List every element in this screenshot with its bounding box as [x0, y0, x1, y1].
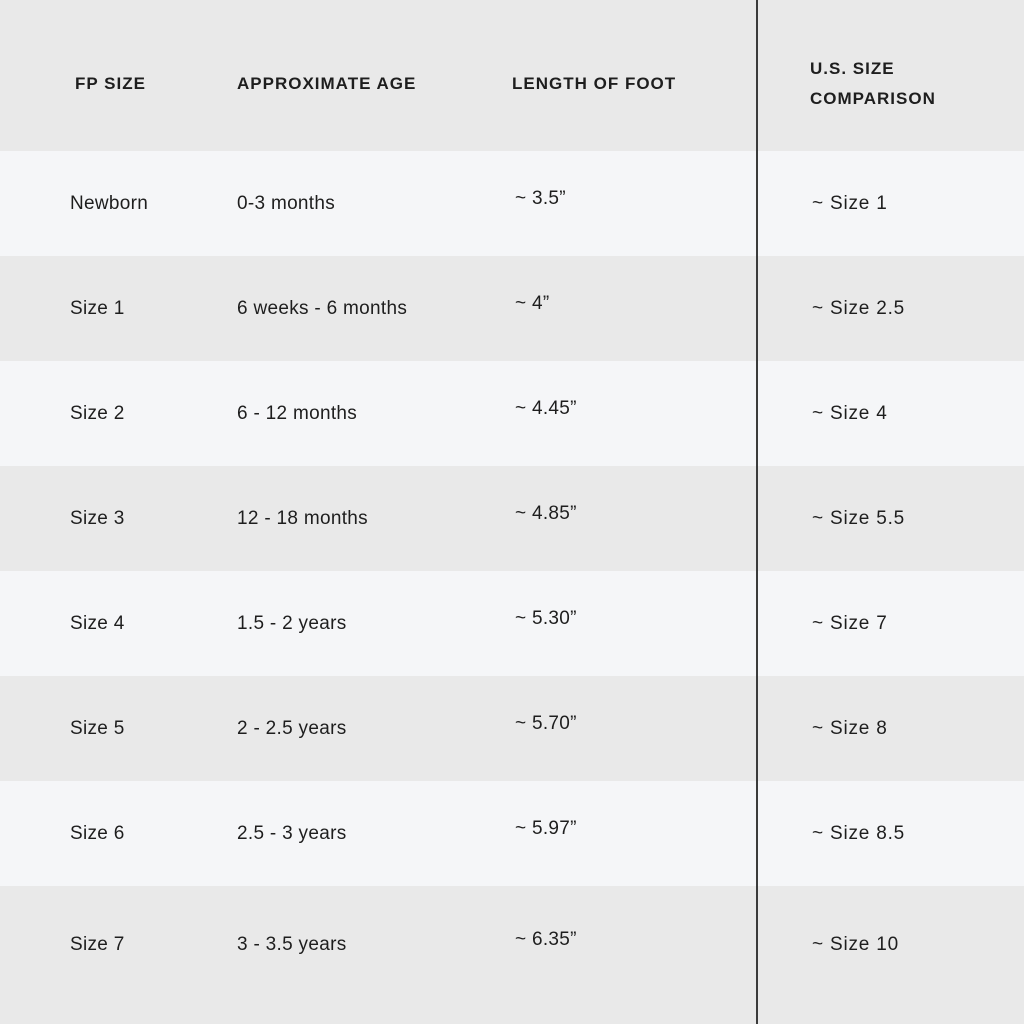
age-value: 6 weeks - 6 months: [237, 297, 408, 319]
fp-size-value: Size 5: [70, 717, 125, 739]
age-value: 2.5 - 3 years: [237, 822, 347, 844]
table-row: [0, 571, 1024, 676]
fp-size-value: Size 3: [70, 507, 125, 529]
us-size-value: ~ Size 10: [812, 934, 899, 955]
foot-length-value: ~ 6.35”: [515, 929, 577, 950]
fp-size-value: Size 6: [70, 822, 125, 844]
us-size-value: ~ Size 2.5: [812, 297, 906, 319]
header-length-of-foot: LENGTH OF FOOT: [512, 74, 677, 93]
table-row: [0, 781, 1024, 886]
foot-length-value: ~ 5.30”: [515, 607, 577, 629]
us-size-value: ~ Size 8.5: [812, 822, 906, 844]
table-row: [0, 256, 1024, 361]
foot-length-value: ~ 5.97”: [515, 817, 577, 839]
foot-length-value: ~ 4”: [515, 292, 550, 314]
fp-size-value: Size 7: [70, 934, 125, 955]
table-row: [0, 676, 1024, 781]
column-divider-line: [756, 0, 758, 1024]
foot-length-value: ~ 4.45”: [515, 397, 577, 419]
header-us-size-comparison: U.S. SIZE COMPARISON: [810, 59, 936, 108]
table-header-row: [0, 0, 1024, 151]
table-row: [0, 151, 1024, 256]
fp-size-value: Size 1: [70, 297, 125, 319]
header-fp-size: FP SIZE: [75, 74, 146, 93]
foot-length-value: ~ 3.5”: [515, 187, 566, 209]
age-value: 1.5 - 2 years: [237, 612, 347, 634]
us-size-value: ~ Size 8: [812, 717, 888, 739]
fp-size-value: Size 4: [70, 612, 125, 634]
header-approximate-age: APPROXIMATE AGE: [237, 74, 417, 93]
age-value: 12 - 18 months: [237, 507, 368, 529]
table-row: [0, 886, 1024, 1024]
us-size-value: ~ Size 5.5: [812, 507, 906, 529]
fp-size-value: Newborn: [70, 192, 149, 214]
us-size-value: ~ Size 4: [812, 402, 888, 424]
foot-length-value: ~ 4.85”: [515, 502, 577, 524]
us-size-value: ~ Size 1: [812, 192, 888, 214]
us-size-value: ~ Size 7: [812, 612, 888, 634]
age-value: 2 - 2.5 years: [237, 717, 347, 739]
foot-length-value: ~ 5.70”: [515, 712, 577, 734]
table-row: [0, 361, 1024, 466]
table-row: [0, 466, 1024, 571]
age-value: 3 - 3.5 years: [237, 934, 347, 955]
age-value: 0-3 months: [237, 192, 336, 214]
age-value: 6 - 12 months: [237, 402, 358, 424]
fp-size-value: Size 2: [70, 402, 125, 424]
